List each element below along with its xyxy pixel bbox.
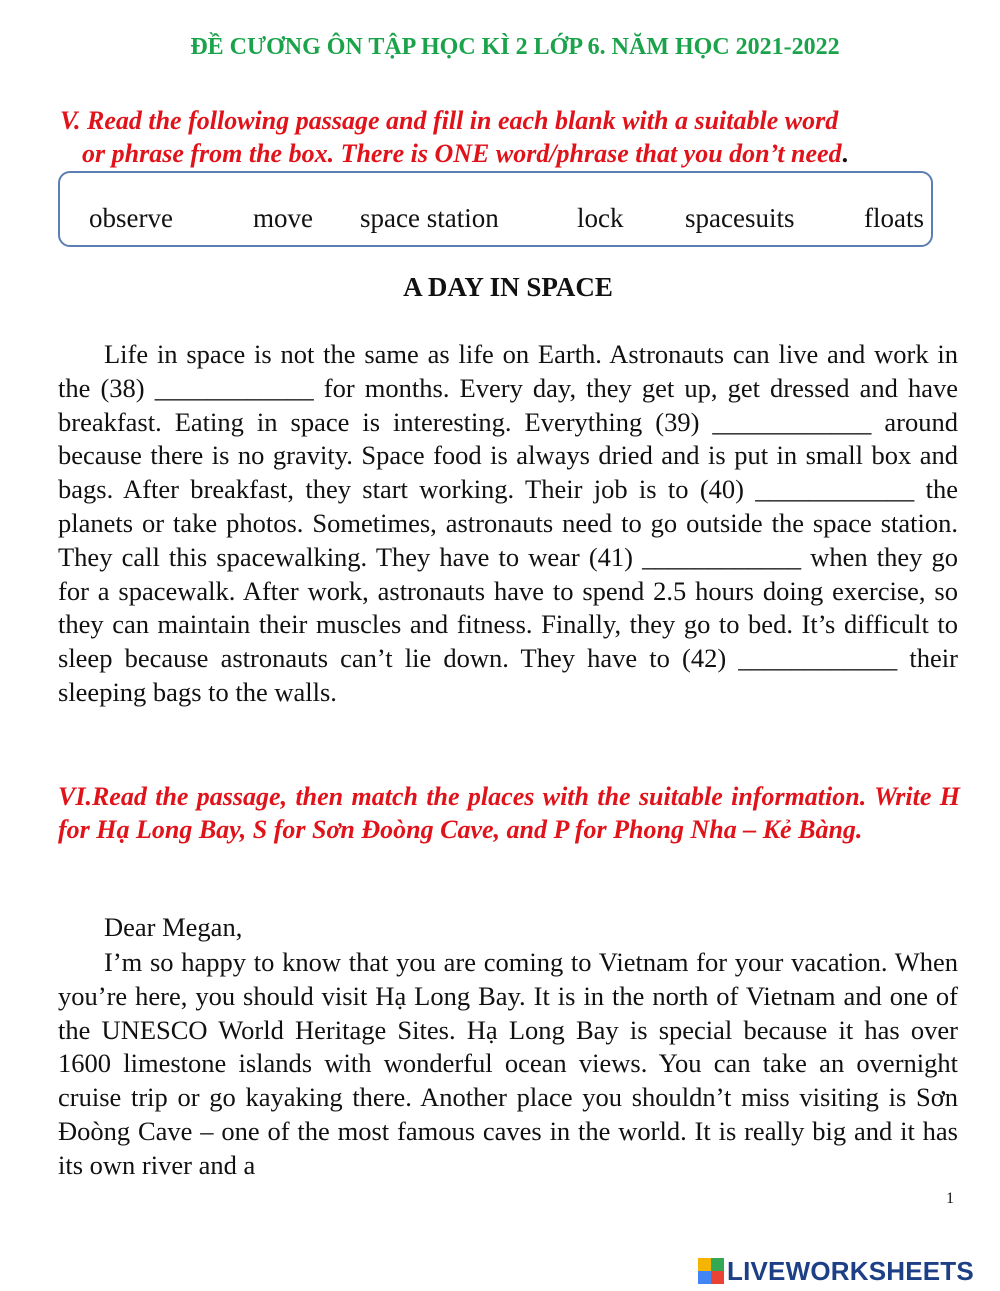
page-number: 1 [946,1190,954,1207]
liveworksheets-logo-icon [698,1258,724,1284]
word-box-item-floats: floats [864,203,924,233]
logo-square-red [711,1271,724,1284]
liveworksheets-logo-text: LIVEWORKSHEETS [727,1255,974,1286]
liveworksheets-watermark[interactable] [698,1256,974,1286]
word-box-item-move: move [253,203,313,233]
letter-greeting: Dear Megan, [104,912,243,942]
page-title: ĐỀ CƯƠNG ÔN TẬP HỌC KÌ 2 LỚP 6. NĂM HỌC 2021-2022 [190,34,840,60]
word-box-item-spacesuits: spacesuits [685,203,795,233]
logo-square-yellow [698,1258,711,1271]
section-5-instruction-line-2: or phrase from the box. There is ONE word/phrase that you don’t need. [82,139,849,168]
section-6-instruction: VI.Read the passage, then match the places with the suitable information. Write H for Hạ Long Bay, S for Sơn Đoòng Cave, and P for Phong Nha – Kẻ Bàng. [58,782,960,844]
word-box-item-lock: lock [577,203,624,233]
passage-title: A DAY IN SPACE [403,272,613,302]
logo-square-green [711,1258,724,1271]
logo-square-blue [698,1271,711,1284]
instruction-period: . [841,139,849,168]
letter-passage: I’m so happy to know that you are coming to Vietnam for your vacation. When you’re here, you should visit Hạ Long Bay. It is in the north of Vietnam and one of the UNESCO World Heritage Sites. Hạ Long Bay is special because it has over 1600 limestone islands with wonderful ocean views. You can take an overnight cruise trip or go kayaking there. Another place you shouldn’t miss visiting is Sơn Đoòng Cave – one of the most famous caves in the world. It is really big and it has its own river and a [58,947,958,1180]
section-5-instruction [60,104,960,170]
word-box-item-space-station: space station [360,203,499,233]
passage-a-day-in-space: Life in space is not the same as life on Earth. Astronauts can live and work in the (38) ____________ for months. Every day, they get up, get dressed and have breakfast. Eating in space is interesting. Everything (39) ____________ around because there is no gravity. Space food is always dried and is put in small box and bags. After breakfast, they start working. Their job is to (40) ____________ the planets or take photos. Sometimes, astronauts need to go outside the space station. They call this spacewalking. They have to wear (41) ____________ when they go for a spacewalk. After work, astronauts have to spend 2.5 hours doing exercise, so they can maintain their muscles and fitness. Finally, they go to bed. It’s difficult to sleep because astronauts can’t lie down. They have to (42) ____________ their sleeping bags to the walls. [58,339,958,707]
word-box [58,171,933,247]
section-5-instruction-line-1: V. Read the following passage and fill in each blank with a suitable word [60,106,839,135]
word-box-item-observe: observe [89,203,173,233]
